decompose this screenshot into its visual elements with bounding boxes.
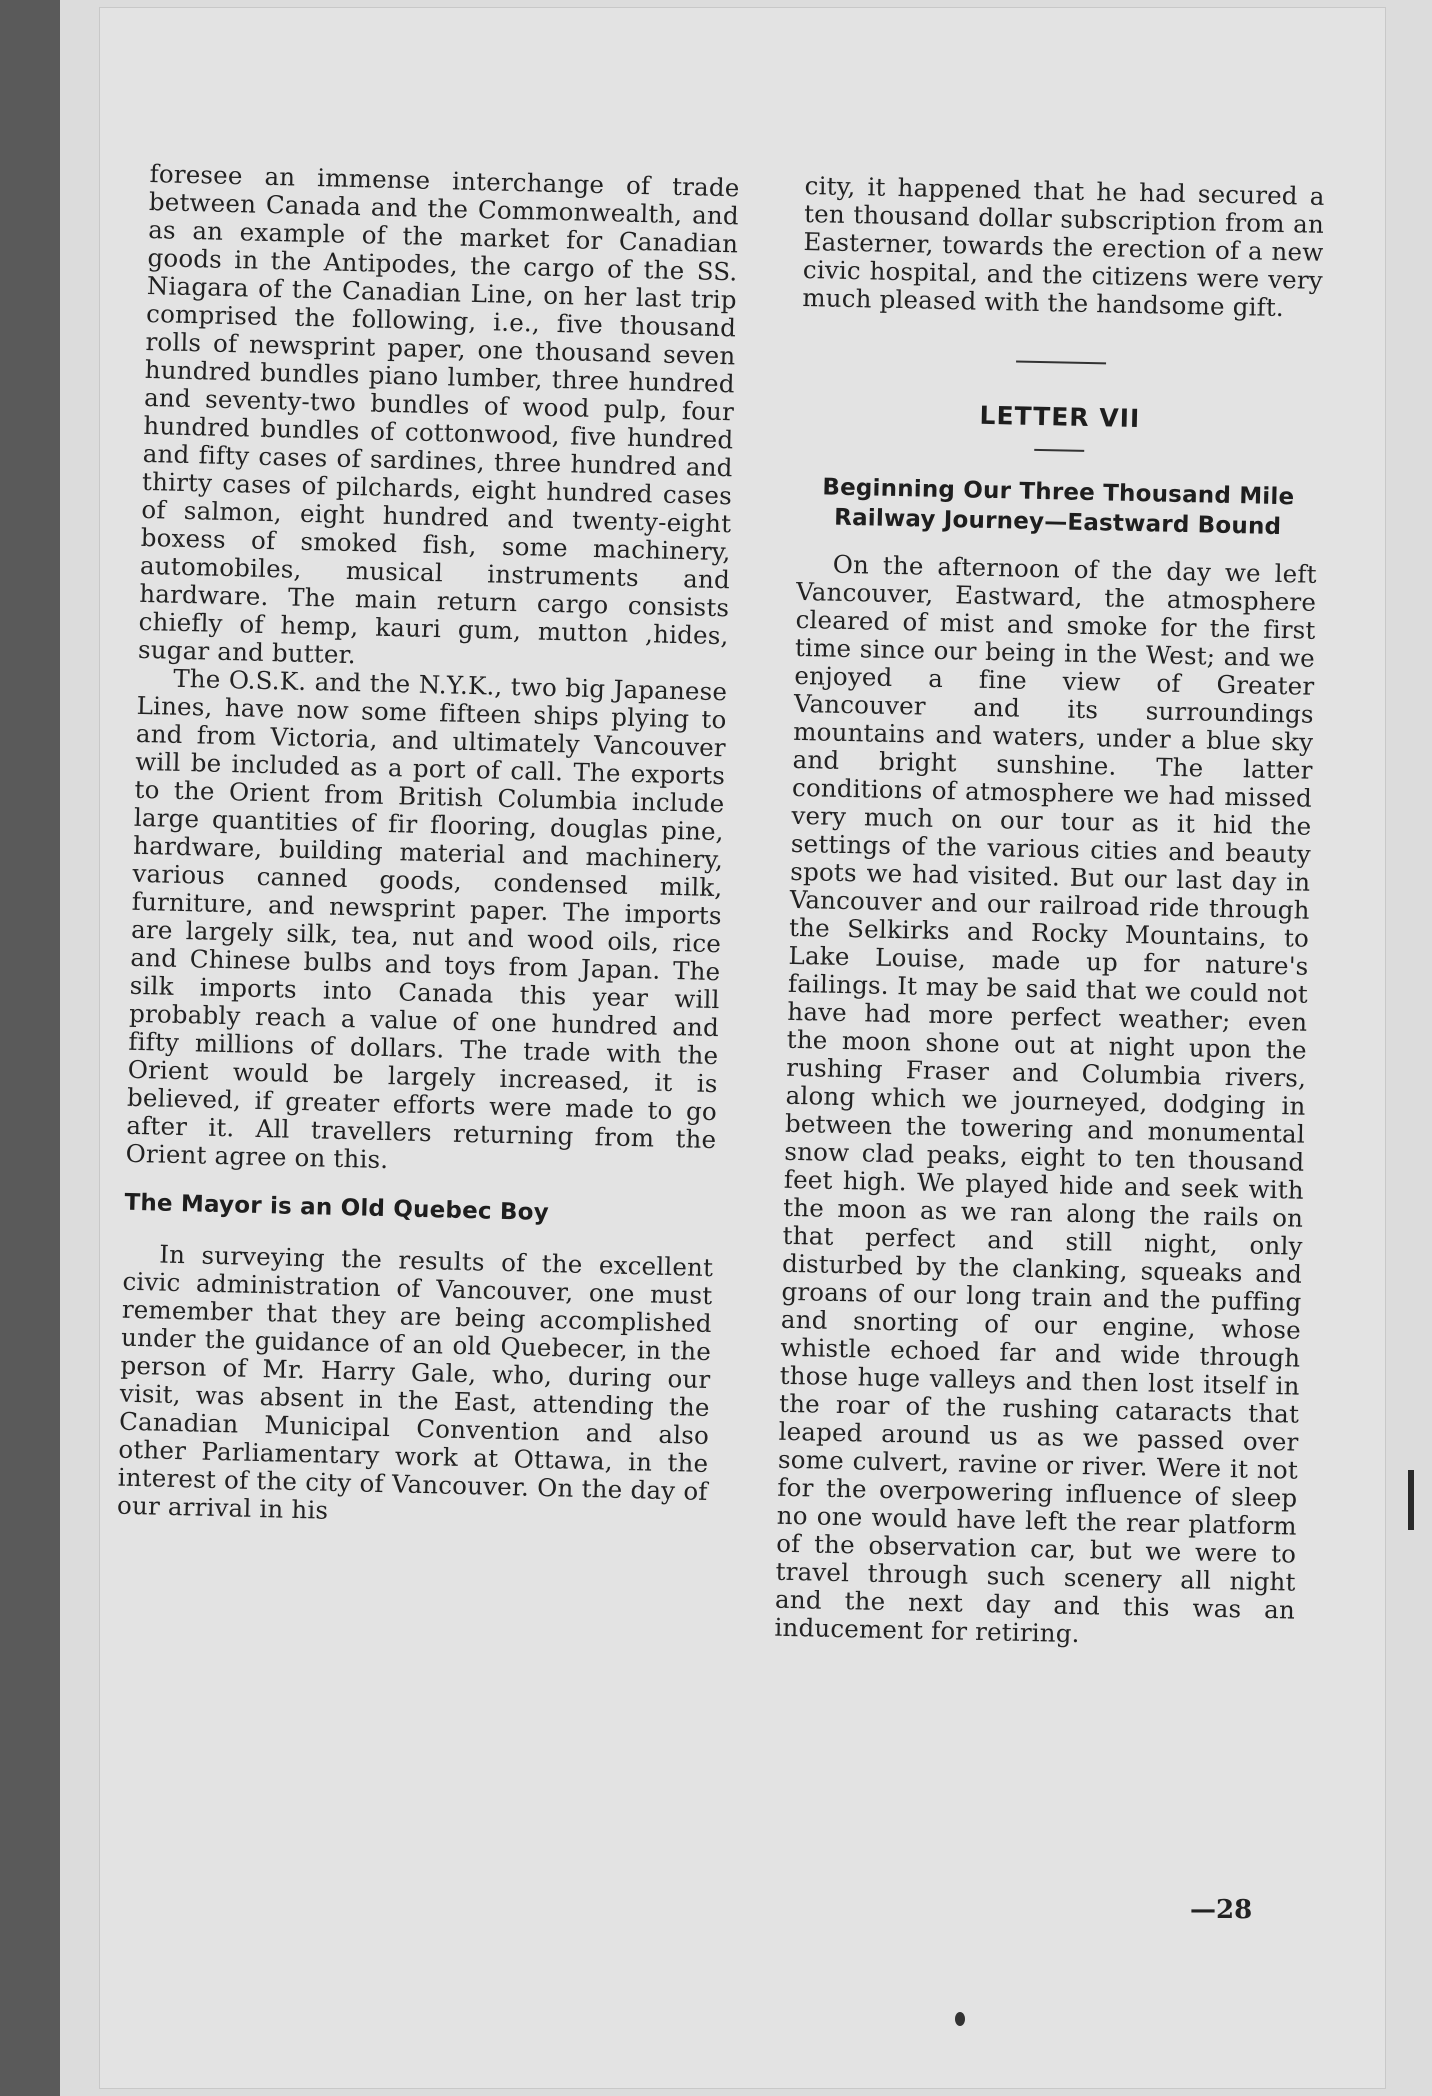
- letter-subheading: Beginning Our Three Thousand Mile Railway Journey—Eastward Bound: [822, 474, 1295, 541]
- ink-speck: [955, 2012, 965, 2026]
- left-column: [117, 160, 740, 1534]
- left-paragraph-3: In surveying the results of the excellent civic administration of Vancouver, one must remember that they are being accomplished under the guidance of an old Quebecer, in the person of Mr. Harry Gale, who, during our visit, was absent in the East, attending the Canadian Municipal Convention and also other Parliamentary work at Ottawa, in the interest of the city of Vancouver. On the day of our arrival in his: [116, 1239, 714, 1525]
- section-heading: The Mayor is an Old Quebec Boy: [124, 1189, 550, 1227]
- left-paragraph-2: The O.S.K. and the N.Y.K., two big Japanese Lines, have now some fifteen ships plying to and from Victoria, and ultimately Vancouver will be included as a port of call. The exports to the Orient from British Columbia include large quantities of fir flooring, douglas pine, hardware, building material and machinery, various canned goods, condensed milk, furniture, and newsprint paper. The imports are largely silk, tea, nut and wood oils, rice and Chinese bulbs and toys from Japan. The silk imports into Canada this year will probably reach a value of one hundred and fifty millions of dollars. The trade with the Orient would be largely increased, it is believed, if greater efforts were made to go after it. All travellers returning from the Orient agree on this.: [125, 663, 728, 1175]
- right-paragraph-2: On the afternoon of the day we left Vancouver, Eastward, the atmosphere cleared of mist and smoke for the first time since our being in the West; and we enjoyed a fine view of Greater Vancouver and its surroundings mountains and waters, under a blue sky and bright sunshine. The latter conditions of atmosphere we had missed very much on our tour as it hid the settings of the various cities and beauty spots we had visited. But our last day in Vancouver and our railroad ride through the Selkirks and Rocky Mountains, to Lake Louise, made up for nature's failings. It may be said that we could not have had more perfect weather; even the moon shone out at night upon the rushing Fraser and Columbia rivers, along which we journeyed, dodging in between the towering and monumental snow clad peaks, eight to ten thousand feet high. We played hide and seek with the moon as we ran along the rails on that perfect and still night, only disturbed by the clanking, squeaks and groans of our long train and the puffing and snorting of our engine, whose whistle echoed far and wide through those huge valleys and then lost itself in the roar of the rushing cataracts that leaped around us as we passed over some culvert, ravine or river. Were it not for the overpowering influence of sleep no one would have left the rear platform of the observation car, but we were to travel through such scenery all night and the next day and this was an inducement for retiring.: [774, 549, 1317, 1649]
- page-number: —28: [1190, 1895, 1253, 1925]
- letter-heading: LETTER VII: [979, 400, 1141, 434]
- right-paragraph-1: city, it happened that he had secured a ten thousand dollar subscription from an Easterner, towards the erection of a new civic hospital, and the citizens were very much pleased with the handsome gift.: [802, 171, 1325, 323]
- right-column: [774, 172, 1325, 1653]
- left-paragraph-1: foresee an immense interchange of trade between Canada and the Commonwealth, and as an example of the market for Canadian goods in the Antipodes, the cargo of the SS. Niagara of the Canadian Line, on her last trip comprised the following, i.e., five thousand rolls of newsprint paper, one thousand seven hundred bundles piano lumber, three hundred and seventy-two bundles of wood pulp, four hundred bundles of cottonwood, five hundred and fifty cases of sardines, three hundred and thirty cases of pilchards, eight hundred cases of salmon, eight hundred and twenty-eight boxess of smoked fish, some machinery, automobiles, musical instruments and hardware. The main return cargo consists chiefly of hemp, kauri gum, mutton ,hides, sugar and butter.: [137, 159, 740, 670]
- edge-mark: [1408, 1470, 1414, 1530]
